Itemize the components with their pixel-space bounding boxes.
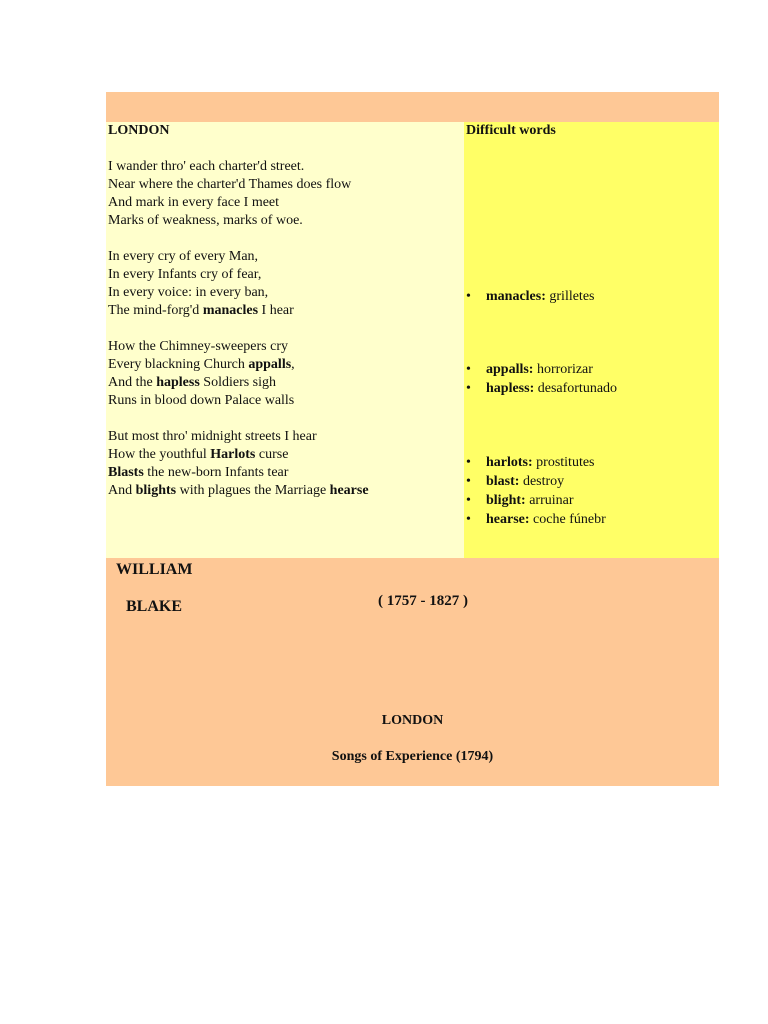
worksheet-page [106, 92, 719, 786]
poem-line [108, 194, 369, 212]
poem-text: the new-born Infants tear [143, 465, 289, 480]
poem-text: Every blackning Church [108, 357, 249, 372]
difficult-words-title: Difficult words [466, 123, 556, 138]
highlighted-word: hearse [329, 483, 369, 498]
poem-text: And the [108, 375, 157, 390]
poem-line [108, 284, 369, 302]
glossary-word: hearse: [486, 512, 530, 527]
poem-text: I wander thro' each charter'd street. [108, 159, 305, 174]
poem-text: Marks of weakness, marks of woe. [108, 213, 303, 228]
glossary-item [486, 360, 617, 379]
glossary-item [486, 379, 617, 398]
poem-stanza [108, 428, 369, 500]
poem-line [108, 356, 369, 374]
highlighted-word: hapless [156, 375, 200, 390]
glossary-meaning: grilletes [545, 289, 595, 304]
poem-text: And [108, 483, 136, 498]
poem-line [108, 248, 369, 266]
glossary-meaning: arruinar [525, 493, 574, 508]
poem-body [108, 158, 369, 518]
poem-text: Soldiers sigh [199, 375, 277, 390]
poem-text: In every cry of every Man, [108, 249, 259, 264]
poem-line [108, 392, 369, 410]
poem-line [108, 176, 369, 194]
glossary-meaning: desafortunado [534, 381, 618, 396]
poem-text: Near where the charter'd Thames does flow [108, 177, 352, 192]
poem-line [108, 158, 369, 176]
footer-poem-title: LONDON [381, 713, 444, 728]
glossary-list [486, 453, 606, 529]
difficult-words-panel [464, 122, 719, 558]
glossary-meaning: destroy [519, 474, 565, 489]
poem-line [108, 266, 369, 284]
poem-text: How the youthful [108, 447, 211, 462]
poem-line [108, 464, 369, 482]
poem-line [108, 302, 369, 320]
poem-text: I hear [258, 303, 294, 318]
glossary-item [486, 472, 606, 491]
highlighted-word: Harlots [210, 447, 256, 462]
author-dates: ( 1757 - 1827 ) [378, 593, 468, 609]
glossary-word: manacles: [486, 289, 546, 304]
poem-title: LONDON [108, 123, 170, 138]
footer-book-title: Songs of Experience (1794) [331, 749, 494, 764]
glossary-word: harlots: [486, 455, 533, 470]
poem-text: curse [255, 447, 289, 462]
glossary-item [486, 287, 595, 306]
glossary-item [486, 491, 606, 510]
poem-stanza [108, 248, 369, 320]
poem-text: with plagues the Marriage [176, 483, 330, 498]
glossary-word: appalls: [486, 362, 534, 377]
poem-text: Runs in blood down Palace walls [108, 393, 295, 408]
glossary-word: hapless: [486, 381, 535, 396]
poem-stanza [108, 158, 369, 230]
highlighted-word: blights [135, 483, 177, 498]
poem-text: And mark in every face I meet [108, 195, 280, 210]
author-first-name: WILLIAM [116, 561, 193, 578]
highlighted-word: manacles [202, 303, 259, 318]
poem-text: How the Chimney-sweepers cry [108, 339, 289, 354]
poem-text: But most thro' midnight streets I hear [108, 429, 317, 444]
poem-stanza [108, 338, 369, 410]
poem-text: In every Infants cry of fear, [108, 267, 262, 282]
poem-text: The mind-forg'd [108, 303, 203, 318]
glossary-meaning: prostitutes [532, 455, 595, 470]
poem-panel [106, 122, 464, 558]
poem-line [108, 338, 369, 356]
glossary-list [486, 360, 617, 398]
glossary-meaning: coche fúnebr [529, 512, 606, 527]
poem-line [108, 212, 369, 230]
glossary-word: blight: [486, 493, 526, 508]
poem-line [108, 428, 369, 446]
glossary-word: blast: [486, 474, 520, 489]
highlighted-word: Blasts [108, 465, 144, 480]
poem-text: , [291, 357, 295, 372]
poem-line [108, 446, 369, 464]
glossary-meaning: horrorizar [533, 362, 593, 377]
poem-line [108, 482, 369, 500]
poem-line [108, 374, 369, 392]
author-last-name: BLAKE [126, 598, 183, 615]
poem-text: In every voice: in every ban, [108, 285, 269, 300]
highlighted-word: appalls [248, 357, 292, 372]
glossary-item [486, 453, 606, 472]
glossary-list [486, 287, 595, 306]
glossary-item [486, 510, 606, 529]
